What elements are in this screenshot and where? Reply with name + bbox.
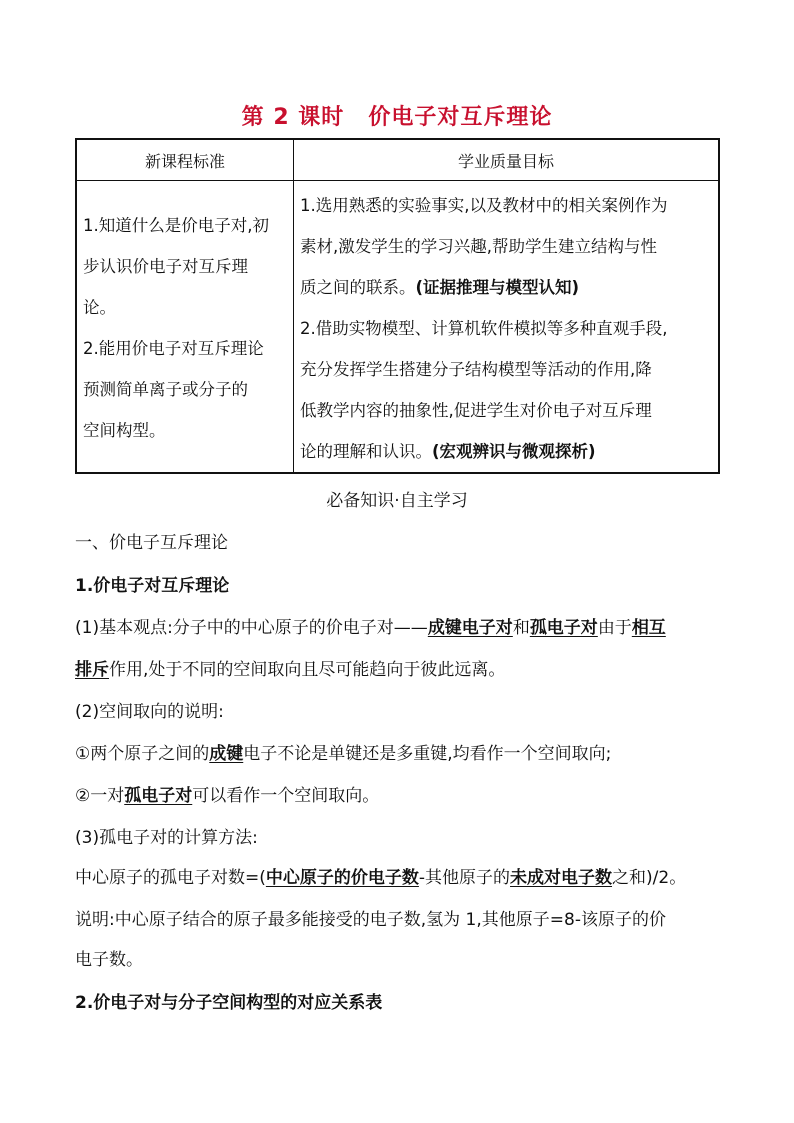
paragraph-formula: 中心原子的孤电子对数=(中心原子的价电子数-其他原子的未成对电子数之和)/2。: [75, 868, 687, 888]
goal-line: 1.选用熟悉的实验事实,以及教材中的相关案例作为: [300, 196, 668, 215]
subheading-2: 2.价电子对与分子空间构型的对应关系表: [75, 993, 383, 1013]
heading-1: 一、价电子互斥理论: [75, 533, 228, 553]
blank-answer: 成键电子对: [427, 618, 513, 638]
goal-line: 论的理解和认识。(宏观辨识与微观探析): [300, 442, 596, 461]
blank-answer: 相互: [631, 618, 666, 638]
literacy-tag: (证据推理与模型认知): [415, 278, 580, 297]
goal-line: 质之间的联系。(证据推理与模型认知): [300, 278, 580, 297]
paragraph-calc-method: (3)孤电子对的计算方法:: [75, 828, 258, 848]
paragraph-basic-view: (1)基本观点:分子中的中心原子的价电子对——成键电子对和孤电子对由于相互: [75, 618, 666, 638]
blank-answer: 中心原子的价电子数: [265, 868, 419, 888]
standard-line: 2.能用价电子对互斥理论: [83, 339, 264, 358]
blank-answer: 孤电子对: [529, 618, 598, 638]
literacy-tag: (宏观辨识与微观探析): [432, 442, 596, 461]
paragraph-lone-pair-orientation: ②一对孤电子对可以看作一个空间取向。: [75, 786, 380, 806]
header-quality-goal: 学业质量目标: [294, 139, 720, 181]
goal-line: 素材,激发学生的学习兴趣,帮助学生建立结构与性: [300, 237, 657, 256]
blank-answer: 成键: [209, 744, 244, 764]
goal-line: 低教学内容的抽象性,促进学生对价电子对互斥理: [300, 401, 652, 420]
page-title: [0, 100, 794, 131]
standard-line: 空间构型。: [83, 421, 166, 440]
standard-line: 步认识价电子对互斥理: [83, 257, 248, 276]
blank-answer: 排斥: [75, 660, 109, 680]
paragraph-bond-orientation: ①两个原子之间的成键电子不论是单键还是多重键,均看作一个空间取向;: [75, 744, 612, 764]
standard-line: 论。: [83, 298, 116, 317]
paragraph-orientation: (2)空间取向的说明:: [75, 702, 224, 722]
blank-answer: 未成对电子数: [510, 868, 613, 888]
paragraph-note: 说明:中心原子结合的原子最多能接受的电子数,氢为 1,其他原子=8-该原子的价: [75, 910, 666, 930]
paragraph-basic-view-cont: 排斥作用,处于不同的空间取向且尽可能趋向于彼此远离。: [75, 660, 506, 680]
lesson-title: 价电子对互斥理论: [368, 105, 553, 130]
standard-line: 预测简单离子或分子的: [83, 380, 248, 399]
standards-table: [75, 138, 720, 474]
lesson-number: 第 2 课时: [241, 105, 345, 130]
quality-goal-cell: [294, 181, 720, 474]
standard-line: 1.知道什么是价电子对,初: [83, 216, 269, 235]
paragraph-note-cont: 电子数。: [75, 950, 143, 970]
header-curriculum-standard: 新课程标准: [76, 139, 294, 181]
subheading-1: 1.价电子对互斥理论: [75, 576, 230, 596]
goal-line: 2.借助实物模型、计算机软件模拟等多种直观手段,: [300, 319, 668, 338]
goal-line: 充分发挥学生搭建分子结构模型等活动的作用,降: [300, 360, 652, 379]
blank-answer: 孤电子对: [124, 786, 193, 806]
curriculum-standard-cell: [76, 181, 294, 474]
section-label: 必备知识·自主学习: [326, 491, 468, 511]
